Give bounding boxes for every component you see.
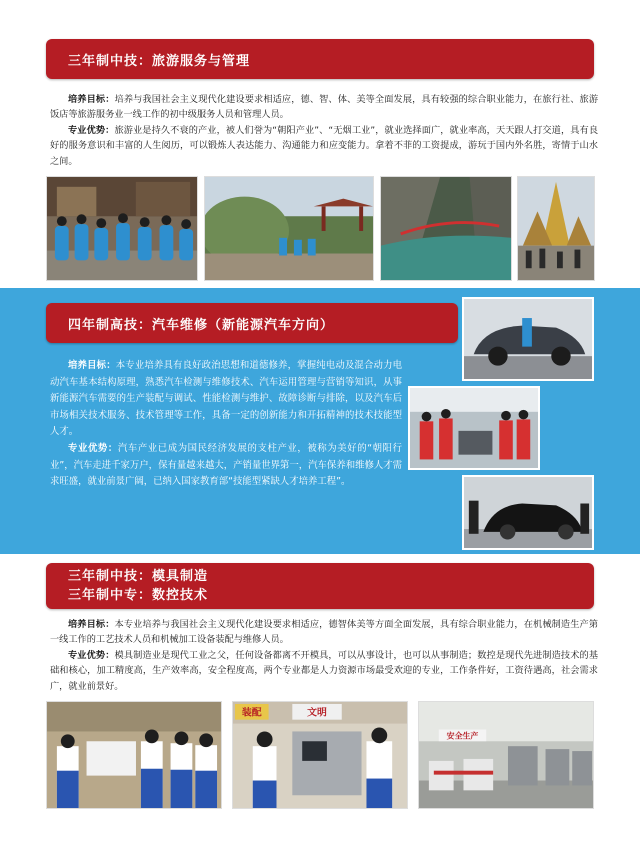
banner-text-1: 装配 [241,707,262,719]
section3-title-1: 三年制中技：模具制造 [68,569,209,584]
section2-advantage-text: 汽车产业已成为国民经济发展的支柱产业，被称为美好的“朝阳行业”，汽车走进千家万户，保有量越来越大，产销量世界第一，汽车保养和维修人才需求旺盛，就业前景广阔，已纳入国家教育部“技能型紧缺人才培养工程”。 [50,442,402,488]
section1-goal [50,92,598,123]
section2-title-bar [46,303,458,343]
section3-text [50,617,598,694]
section2-title: 四年制高技：汽车维修（新能源汽车方向） [68,317,335,333]
auto-photo-black-sedan [462,475,594,550]
section3-goal-text: 本专业培养与我国社会主义现代化建设要求相适应，德智体美等方面全面发展，具有综合职业能力，在机械制造生产第一线工作的工艺技术人员和机械加工设备装配与维修人员。 [50,619,599,646]
section2-goal-text: 本专业培养具有良好政治思想和道德修养，掌握纯电动及混合动力电动汽车基本结构原理，熟悉汽车检测与维修技术、汽车运用管理与营销等知识，从事新能源汽车需要的生产装配与调试、性能检测与维护、故障诊断与排除，以及汽车后市场相关技术服务、技术管理等工作，具备一定的创新能力和开拓精神的技术技能型人才。 [50,360,402,438]
section3-advantage [50,648,598,694]
section1-title: 三年制中技：旅游服务与管理 [68,53,251,69]
section2-text [50,358,402,491]
section3-advantage-label: 专业优势： [68,649,115,661]
tourism-photo-students-street [46,176,198,281]
section3-title-bar [46,563,594,609]
mold-photo-workshop [418,701,594,809]
mold-photo-students-drawing [46,701,222,809]
tourism-photo-pavilion-garden [204,176,374,281]
section3-goal [50,617,598,648]
banner-text-2: 文明 [307,707,327,719]
section2-advantage [50,441,402,491]
section2-goal-label: 培养目标： [68,360,116,371]
workshop-sign-text: 安全生产 [446,731,479,741]
section3-advantage-text: 模具制造业是现代工业之父，任何设备都离不开模具，可以从事设计，也可以从事制造；数控是现代先进制造技术的基础和核心，加工精度高，生产效率高，安全程度高，两个专业都是人力资源市场最受欢迎的专业，工作条件好，工资待遇高，社会需求广，就业前景好。 [50,649,599,692]
section1-advantage-text: 旅游业是持久不衰的产业，被人们誉为“朝阳产业”、“无烟工业”，就业选择面广，就业率高，天天跟人打交道，具有良好的服务意识和丰富的人生阅历，可以锻炼人表达能力、沟通能力和应变能力。拿着不菲的工资提成，游玩于国内外名胜，寄情于山水之间。 [50,124,599,167]
auto-photo-students-engine [408,386,540,470]
section1-text [50,92,598,169]
section1-goal-label: 培养目标： [68,94,115,105]
tourism-photo-thai-temple [517,176,595,281]
tourism-photo-gorge-river [380,176,512,281]
section3-title-2: 三年制中专：数控技术 [68,588,209,603]
auto-photo-car-chassis [462,297,594,381]
section2-advantage-label: 专业优势： [68,442,118,454]
section1-goal-text: 培养与我国社会主义现代化建设要求相适应，德、智、体、美等全面发展，具有较强的综合职业能力，在旅行社、旅游饭店等旅游服务业一线工作的初中级服务人员和管理人员。 [50,94,599,121]
section3-goal-label: 培养目标： [68,619,115,630]
section1-title-bar [46,39,594,79]
section1-advantage [50,123,598,169]
section2-goal [50,358,402,441]
mold-photo-cnc-machine [232,701,408,809]
section1-advantage-label: 专业优势： [68,124,115,136]
